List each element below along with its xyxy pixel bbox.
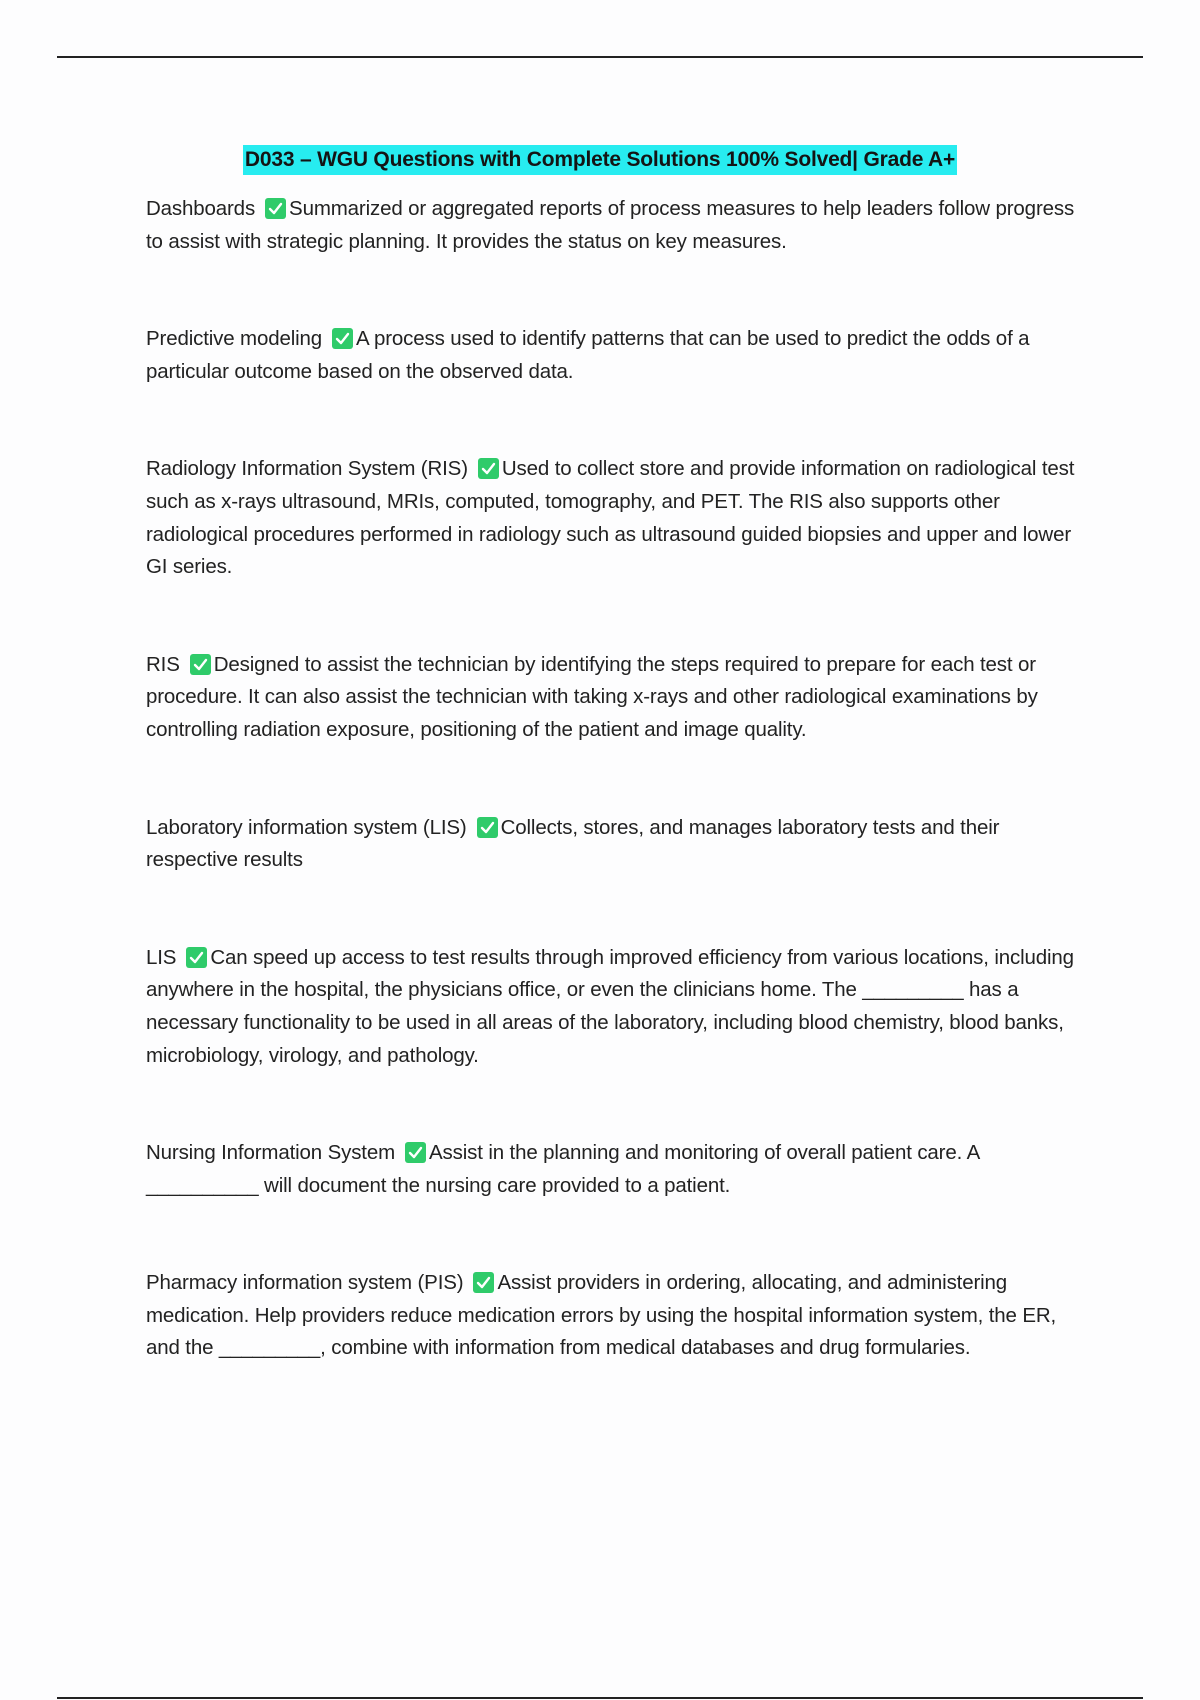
qa-answer: Used to collect store and provide information on radiological test such as x-rays ultrasound, MRIs, computed, tomography, and PET. The RIS also supports other radiological procedures performed in radiology such as ultrasound guided biopsies and upper and lower GI series. xyxy=(146,457,1075,579)
qa-answer: A process used to identify patterns that can be used to predict the odds of a particular outcome based on the observed data. xyxy=(146,327,1030,383)
qa-answer: Summarized or aggregated reports of process measures to help leaders follow progress to assist with strategic planning. It provides the status on key measures. xyxy=(146,197,1075,253)
qa-item xyxy=(146,649,1091,747)
check-mark-icon xyxy=(478,458,499,479)
document-title: D033 – WGU Questions with Complete Solutions 100% Solved| Grade A+ xyxy=(243,145,957,175)
header-rule xyxy=(57,56,1143,58)
qa-answer: Collects, stores, and manages laboratory tests and their respective results xyxy=(146,815,1000,872)
qa-item xyxy=(146,193,1091,258)
title-container xyxy=(0,145,1200,175)
qa-item xyxy=(146,942,1091,1072)
qa-item xyxy=(146,812,1091,877)
check-mark-icon xyxy=(190,654,211,675)
footer-rule xyxy=(57,1697,1143,1699)
qa-term: Radiology Information System (RIS) xyxy=(146,457,468,481)
qa-list xyxy=(146,193,1091,1430)
qa-item xyxy=(146,453,1091,583)
check-mark-icon xyxy=(473,1272,494,1293)
check-mark-icon xyxy=(477,817,498,838)
qa-term: Pharmacy information system (PIS) xyxy=(146,1271,464,1295)
qa-term: Laboratory information system (LIS) xyxy=(146,815,467,839)
qa-answer: Designed to assist the technician by identifying the steps required to prepare for each test or procedure. It can also assist the technician with taking x-rays and other radiological examinations by controlling radiation exposure, positioning of the patient and image quality. xyxy=(146,652,1038,741)
qa-term: RIS xyxy=(146,652,180,676)
qa-item xyxy=(146,1267,1091,1365)
qa-term: LIS xyxy=(146,945,177,969)
qa-item xyxy=(146,323,1091,388)
qa-answer: Assist providers in ordering, allocating, and administering medication. Help providers reduce medication errors by using the hospital information system, the ER, and the _________, combine with information from medical databases and drug formularies. xyxy=(146,1271,1057,1360)
qa-term: Dashboards xyxy=(146,197,256,220)
qa-item xyxy=(146,1137,1091,1202)
check-mark-icon xyxy=(332,328,353,349)
qa-answer: Can speed up access to test results through improved efficiency from various locations, including anywhere in the hospital, the physicians office, or even the clinicians home. The _________ has a necessary functionality to be used in all areas of the laboratory, including blood chemistry, blood banks, microbiology, virology, and pathology. xyxy=(146,945,1074,1067)
qa-term: Nursing Information System xyxy=(146,1141,396,1165)
check-mark-icon xyxy=(405,1142,426,1163)
check-mark-icon xyxy=(186,947,207,968)
check-mark-icon xyxy=(265,198,286,219)
qa-term: Predictive modeling xyxy=(146,327,323,351)
qa-answer: Assist in the planning and monitoring of overall patient care. A __________ will document the nursing care provided to a patient. xyxy=(146,1141,979,1197)
